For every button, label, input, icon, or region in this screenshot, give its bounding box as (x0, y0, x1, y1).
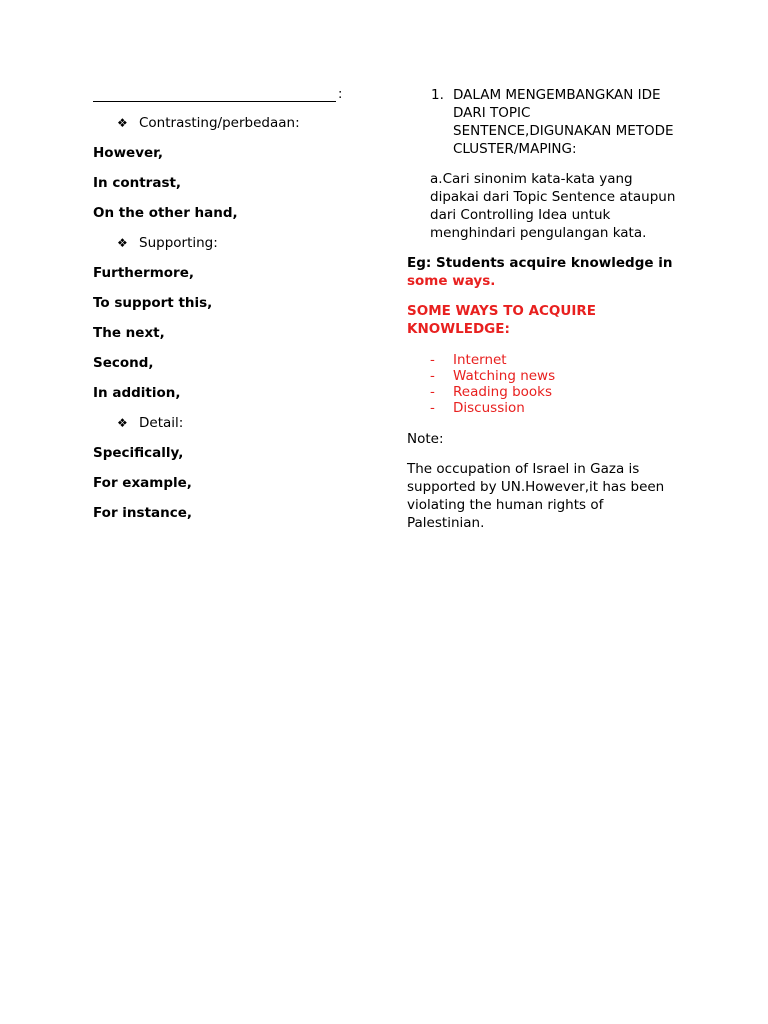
list-item-label: Watching news (453, 368, 556, 384)
transition-word: However, (93, 145, 163, 161)
sub-point-a: a.Cari sinonim kata-kata yang dipakai dari Topic Sentence ataupun dari Controlling Idea untuk menghindari pengulangan kata. (430, 171, 676, 241)
transition-word: Furthermore, (93, 265, 194, 281)
bullet-label: Detail: (139, 415, 184, 431)
transition-word: The next, (93, 325, 165, 341)
note-label: Note: (407, 431, 444, 447)
list-item-label: Discussion (453, 400, 525, 416)
diamond-bullet-icon: ❖ (117, 116, 128, 130)
transition-word: In addition, (93, 385, 181, 401)
transition-word: Specifically, (93, 445, 184, 461)
list-item (430, 352, 687, 368)
list-item (430, 400, 687, 416)
transition-word: For example, (93, 475, 192, 491)
numbered-item (407, 86, 687, 158)
bullet-label: Supporting: (139, 235, 218, 251)
line-colon: : (338, 87, 343, 102)
example-prefix: Eg: Students acquire knowledge in (407, 255, 673, 271)
right-column (407, 86, 687, 532)
dash-marker: - (430, 384, 435, 400)
transition-word: To support this, (93, 295, 213, 311)
diamond-bullet-icon: ❖ (117, 416, 128, 430)
ways-heading: SOME WAYS TO ACQUIRE KNOWLEDGE: (407, 303, 597, 337)
transition-word: For instance, (93, 505, 193, 521)
list-item (430, 384, 687, 400)
note-text: The occupation of Israel in Gaza is supported by UN.However,it has been violating the human rights of Palestinian. (407, 461, 665, 531)
example-sentence (407, 254, 682, 290)
dash-marker: - (430, 352, 435, 368)
left-column (93, 86, 383, 522)
transition-word: Second, (93, 355, 154, 371)
bullet-label: Contrasting/perbedaan: (139, 115, 300, 131)
example-highlight: some ways. (407, 273, 496, 289)
list-item-label: Internet (453, 352, 507, 368)
blank-heading-line (93, 86, 383, 102)
bullet-supporting (117, 234, 383, 252)
bullet-detail (117, 414, 383, 432)
item-number: 1. (431, 87, 444, 103)
list-item-label: Reading books (453, 384, 553, 400)
transition-word: On the other hand, (93, 205, 238, 221)
transition-word: In contrast, (93, 175, 182, 191)
ways-list (430, 352, 687, 416)
dash-marker: - (430, 368, 435, 384)
dash-marker: - (430, 400, 435, 416)
item-text: DALAM MENGEMBANGKAN IDE DARI TOPIC SENTENCE,DIGUNAKAN METODE CLUSTER/MAPING: (453, 87, 674, 157)
diamond-bullet-icon: ❖ (117, 236, 128, 250)
underline-blank (93, 87, 336, 102)
bullet-contrasting (117, 114, 383, 132)
list-item (430, 368, 687, 384)
